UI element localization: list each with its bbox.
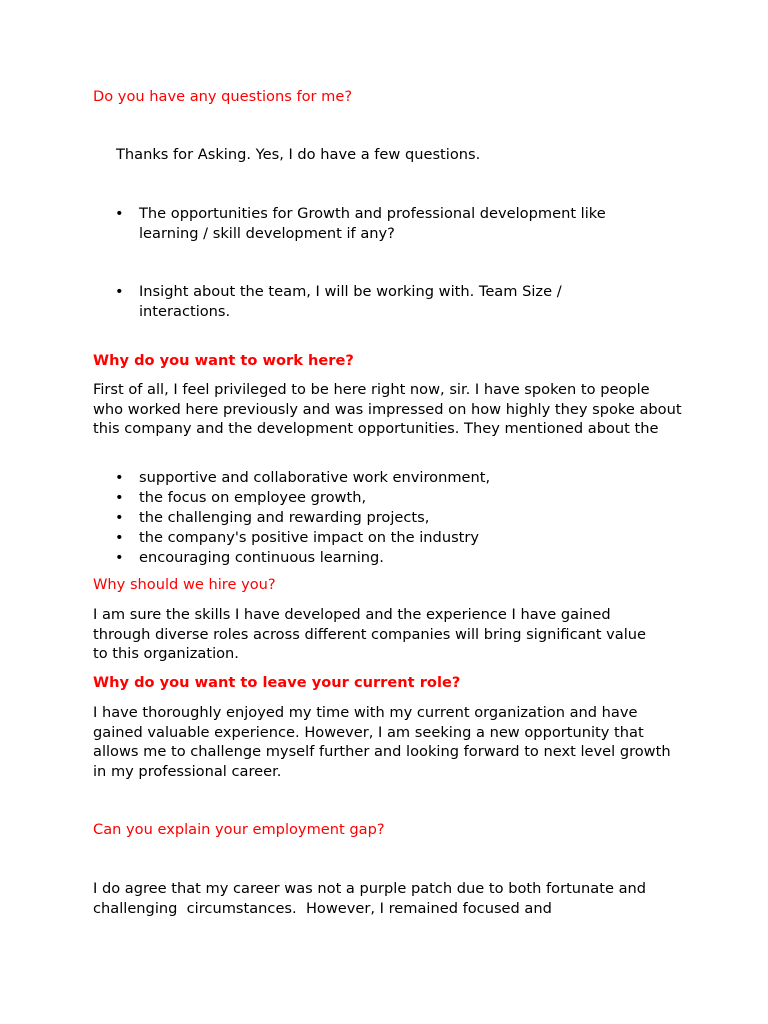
list-item: • supportive and collaborative work environment, [115,469,491,486]
bullet-icon: • [115,469,124,486]
question-employment-gap: Can you explain your employment gap? [93,821,385,838]
question-work-here: Why do you want to work here? [93,352,354,369]
bullet-icon: • [115,528,124,546]
list-item: • Insight about the team, I will be working with. Team Size / interactions. [115,283,562,320]
list-item: • The opportunities for Growth and professional development like learning / skill development if any? [115,205,606,242]
questions-list [93,204,653,360]
answer-employment-gap: I do agree that my career was not a purple patch due to both fortunate and challenging circumstances. However, I remained focused and [93,880,651,917]
answer-questions-for-me: Thanks for Asking. Yes, I do have a few questions. [116,146,481,163]
bullet-icon: • [115,205,124,222]
reasons-list [93,468,653,568]
question-questions-for-me: Do you have any questions for me? [93,88,353,105]
question-hire-you: Why should we hire you? [93,576,276,593]
list-item: • the challenging and rewarding projects, [115,508,430,526]
list-item: • encouraging continuous learning. [115,548,384,566]
list-item: • the focus on employee growth, [115,488,367,506]
bullet-icon: • [115,488,124,506]
question-leave-role: Why do you want to leave your current role? [93,674,461,691]
answer-work-here: First of all, I feel privileged to be here right now, sir. I have spoken to people who worked here previously and was impressed on how highly they spoke about this company and the development opportunities. They mentioned about the [93,381,682,438]
list-item: • the company's positive impact on the industry [115,528,480,546]
answer-leave-role: I have thoroughly enjoyed my time with my current organization and have gained valuable experience. However, I am seeking a new opportunity that allows me to challenge myself further and looking forward to next level growth in my professional career. [93,704,671,780]
bullet-icon: • [115,508,124,526]
answer-hire-you: I am sure the skills I have developed and the experience I have gained through diverse roles across different companies will bring significant value to this organization. [93,606,647,663]
bullet-icon: • [115,283,124,301]
bullet-icon: • [115,548,124,566]
